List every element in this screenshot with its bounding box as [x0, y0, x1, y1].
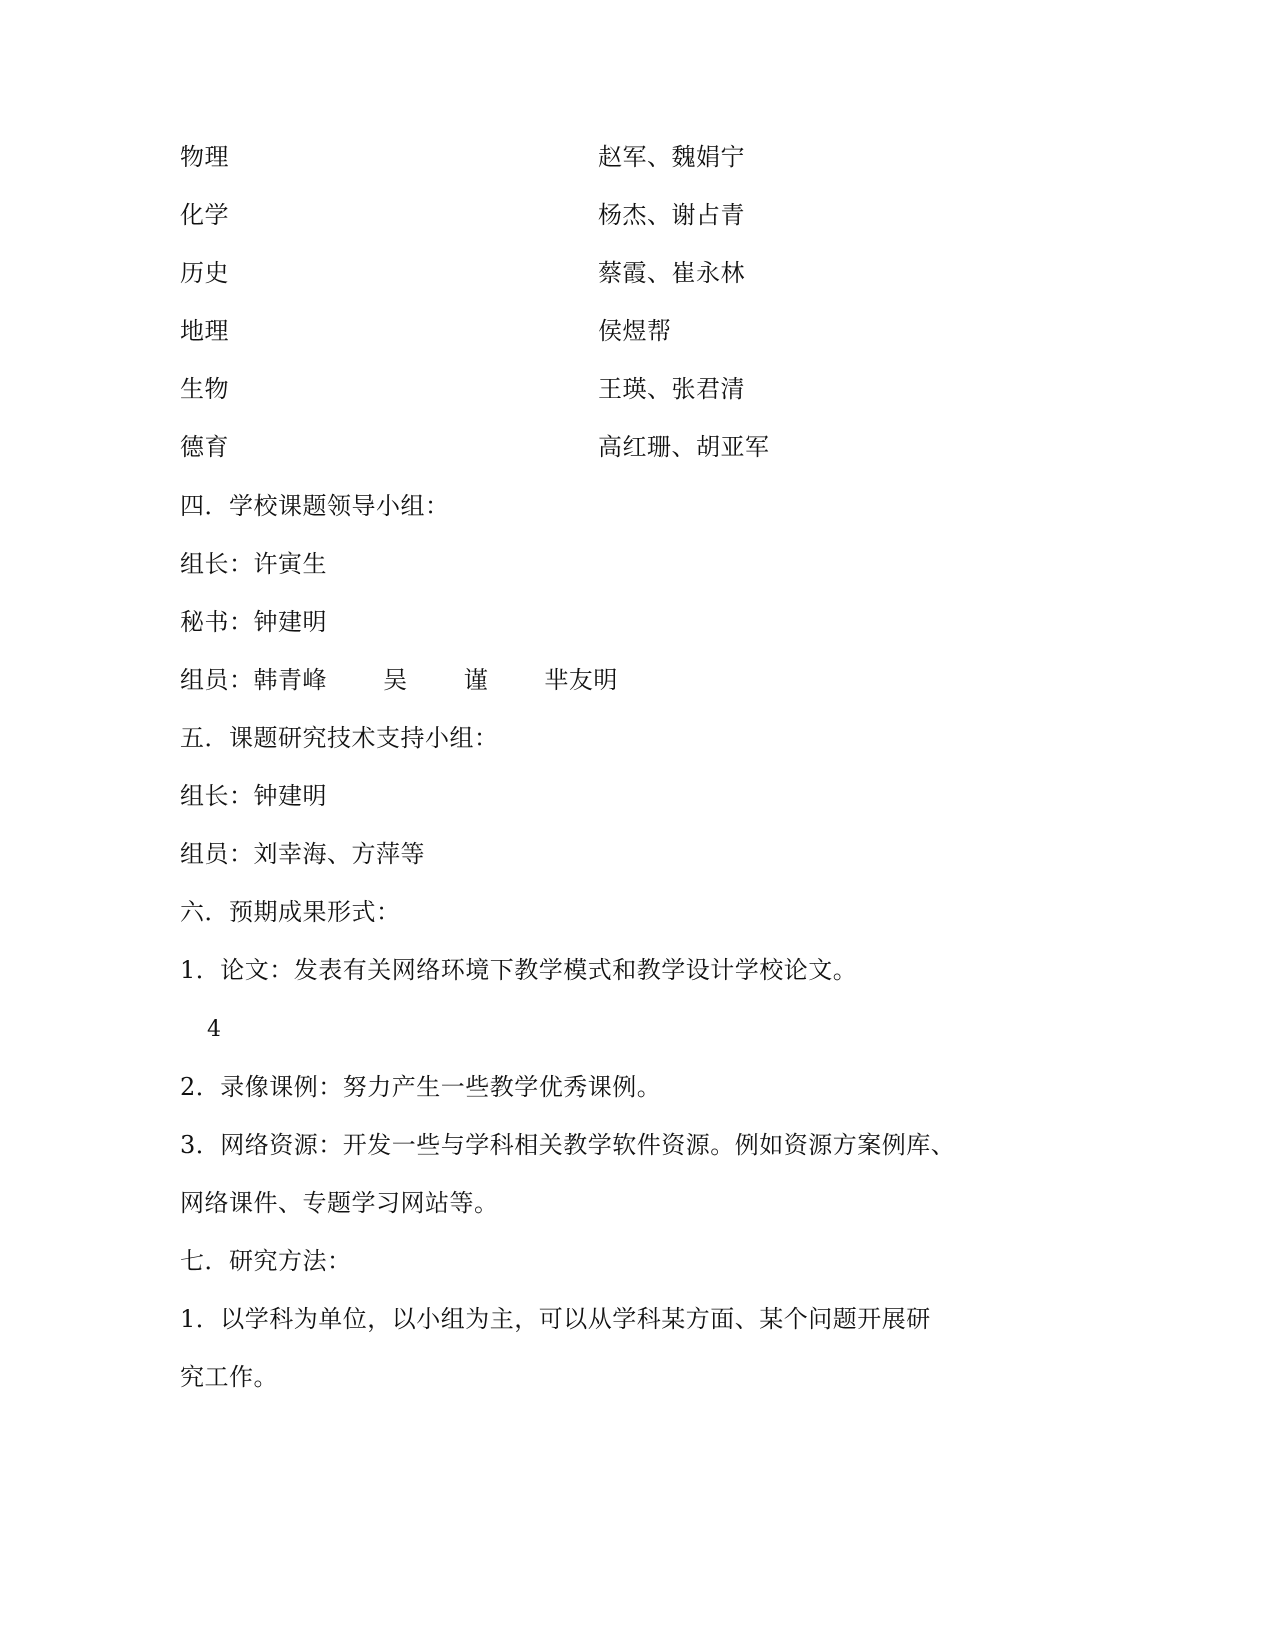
section-heading: 四．学校课题领导小组：	[180, 492, 450, 520]
member-name: 吴	[383, 666, 408, 694]
group-members	[180, 664, 618, 696]
subject-name: 物理	[180, 143, 229, 171]
members-prefix: 组员：韩青峰	[180, 666, 327, 694]
outcome-item: 2．录像课例：努力产生一些教学优秀课例。	[180, 1073, 662, 1101]
group-leader: 组长：许寅生	[180, 550, 327, 578]
outcome-item-continued: 网络课件、专题学习网站等。	[180, 1189, 499, 1217]
subject-teachers: 蔡霞、崔永林	[598, 259, 745, 287]
member-name: 谨	[463, 666, 489, 694]
subject-teachers: 赵军、魏娟宁	[598, 143, 745, 171]
subject-row	[180, 141, 745, 173]
outcome-item: 3．网络资源：开发一些与学科相关教学软件资源。例如资源方案例库、	[180, 1131, 956, 1159]
method-item-continued: 究工作。	[180, 1363, 278, 1391]
group-members: 组员：刘幸海、方萍等	[180, 840, 425, 868]
page-number: 4	[207, 1017, 221, 1042]
subject-teachers: 高红珊、胡亚军	[598, 433, 770, 461]
section-heading: 五．课题研究技术支持小组：	[180, 724, 499, 752]
member-name: 芈友明	[544, 666, 618, 694]
section-heading: 六．预期成果形式：	[180, 898, 401, 926]
group-leader: 组长：钟建明	[180, 782, 327, 810]
subject-name: 化学	[180, 201, 229, 229]
subject-row	[180, 257, 745, 289]
method-item: 1．以学科为单位，以小组为主，可以从学科某方面、某个问题开展研	[180, 1305, 931, 1333]
subject-teachers: 王瑛、张君清	[598, 375, 745, 403]
subject-name: 历史	[180, 259, 229, 287]
subject-teachers: 杨杰、谢占青	[598, 201, 745, 229]
group-secretary: 秘书：钟建明	[180, 608, 327, 636]
subject-name: 德育	[180, 433, 229, 461]
subject-row	[180, 199, 745, 231]
outcome-item: 1．论文：发表有关网络环境下教学模式和教学设计学校论文。	[180, 956, 858, 984]
section-heading: 七．研究方法：	[180, 1247, 352, 1275]
subject-row	[180, 373, 745, 405]
subject-name: 地理	[180, 317, 229, 345]
subject-teachers: 侯煜帮	[598, 317, 672, 345]
subject-row	[180, 315, 672, 347]
subject-row	[180, 431, 770, 463]
subject-name: 生物	[180, 375, 229, 403]
